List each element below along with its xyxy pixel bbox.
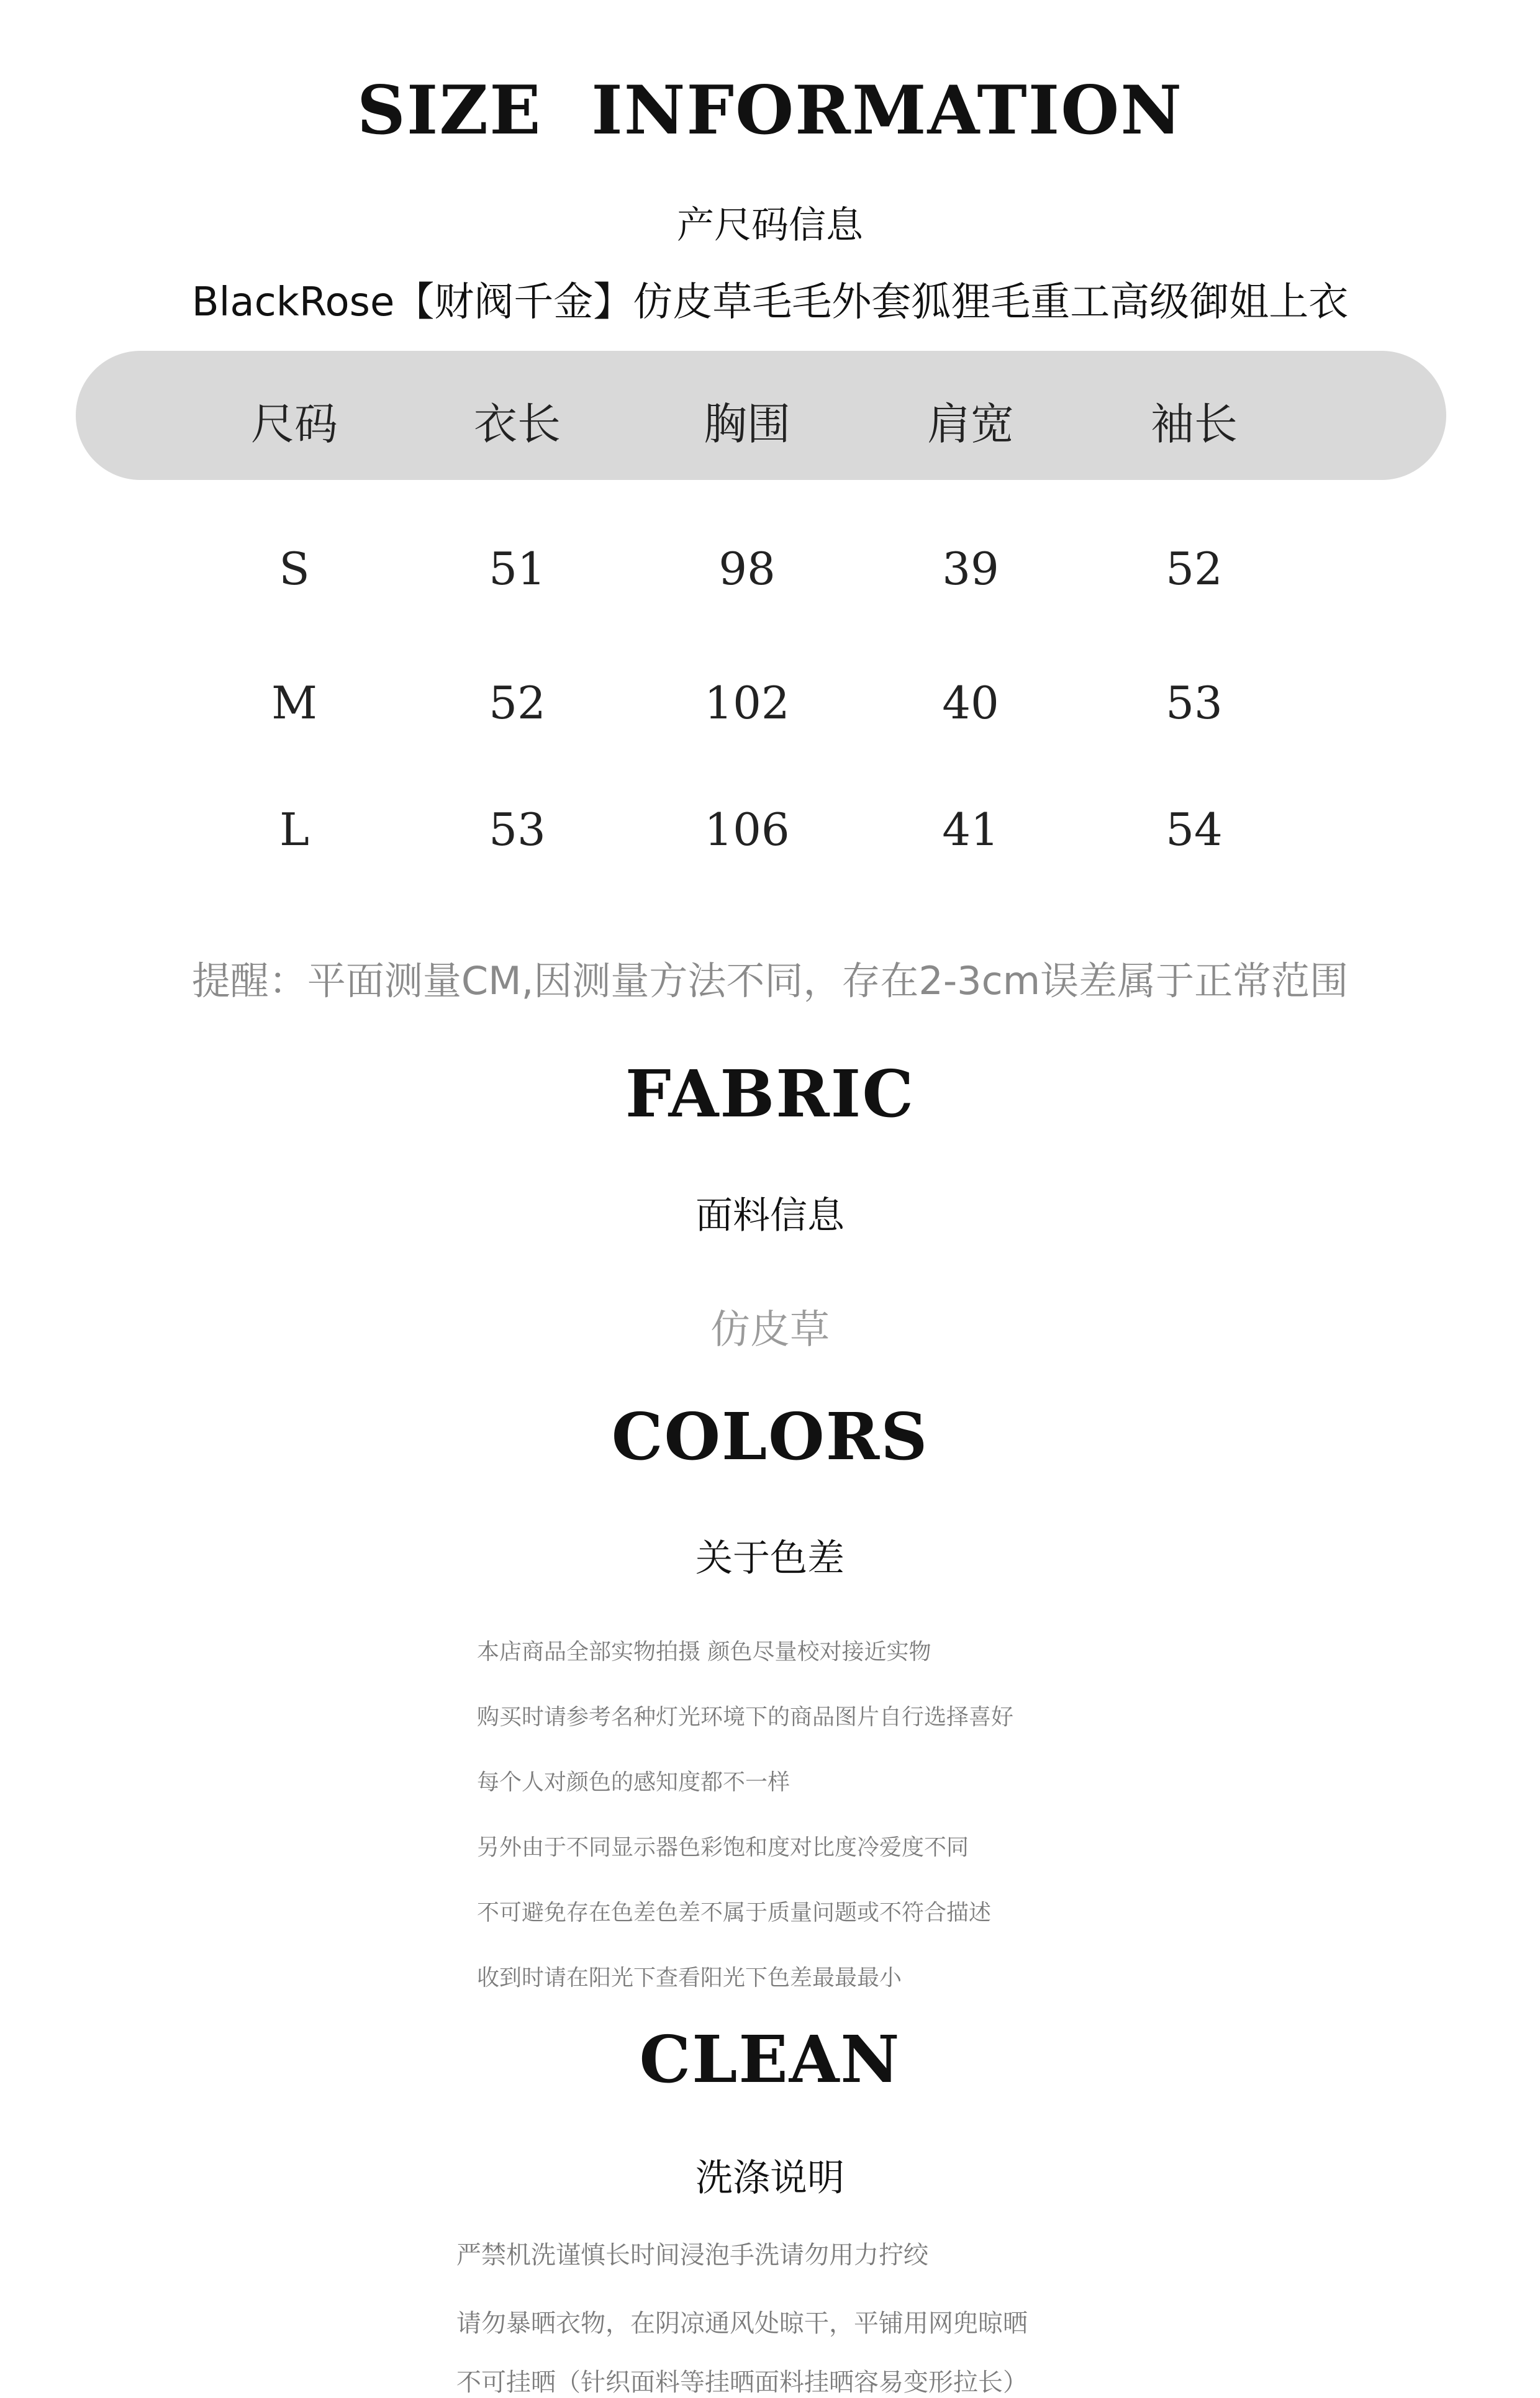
table-cell: 51 [489, 543, 546, 595]
size-information-subtitle: 产尺码信息 [677, 204, 863, 247]
table-cell: 53 [1166, 677, 1223, 729]
clean-title: CLEAN [639, 2021, 901, 2097]
clean-subtitle: 洗涤说明 [695, 2156, 845, 2200]
table-cell: 102 [704, 677, 790, 729]
color-note-line: 购买时请参考名种灯光环境下的商品图片自行选择喜好 [477, 1704, 1014, 1730]
wash-instruction-line: 请勿暴晒衣物，在阴凉通风处晾干，平铺用网兜晾晒 [456, 2309, 1028, 2338]
table-cell: 53 [489, 803, 546, 856]
table-cell: 40 [942, 677, 999, 729]
table-cell: 41 [942, 803, 999, 856]
color-note-line: 收到时请在阳光下查看阳光下色差最最最小 [477, 1965, 902, 1991]
fabric-title: FABRIC [625, 1056, 915, 1132]
column-header-chest: 胸围 [704, 399, 790, 450]
color-note-line: 不可避免存在色差色差不属于质量问题或不符合描述 [477, 1900, 992, 1925]
table-cell: 98 [718, 543, 776, 595]
color-note-line: 另外由于不同显示器色彩饱和度对比度冷爱度不同 [477, 1835, 969, 1860]
table-cell: 39 [942, 543, 999, 595]
column-header-size: 尺码 [251, 399, 338, 450]
measurement-note: 提醒：平面测量CM,因测量方法不同，存在2-3cm误差属于正常范围 [191, 958, 1349, 1003]
fabric-value: 仿皮草 [710, 1307, 830, 1353]
table-cell: 106 [704, 803, 790, 856]
product-name: BlackRose【财阀千金】仿皮草毛毛外套狐狸毛重工高级御姐上衣 [191, 279, 1349, 325]
table-cell: M [271, 677, 317, 729]
column-header-length: 衣长 [474, 399, 561, 450]
table-cell: S [279, 543, 310, 595]
wash-instruction-line: 严禁机洗谨慎长时间浸泡手洗请勿用力拧绞 [456, 2241, 928, 2269]
size-information-title: SIZE INFORMATION [356, 71, 1184, 150]
color-note-line: 本店商品全部实物拍摄 颜色尽量校对接近实物 [477, 1639, 931, 1665]
colors-subtitle: 关于色差 [695, 1537, 845, 1580]
column-header-shoulder: 肩宽 [927, 399, 1014, 450]
table-cell: L [279, 803, 309, 856]
colors-title: COLORS [611, 1398, 929, 1475]
color-note-line: 每个人对颜色的感知度都不一样 [477, 1770, 790, 1795]
table-cell: 52 [489, 677, 546, 729]
wash-instruction-line: 不可挂晒（针织面料等挂晒面料挂晒容易变形拉长） [456, 2368, 1028, 2397]
table-cell: 52 [1166, 543, 1223, 595]
column-header-sleeve: 袖长 [1151, 399, 1238, 450]
fabric-subtitle: 面料信息 [695, 1194, 845, 1237]
table-cell: 54 [1166, 803, 1223, 856]
